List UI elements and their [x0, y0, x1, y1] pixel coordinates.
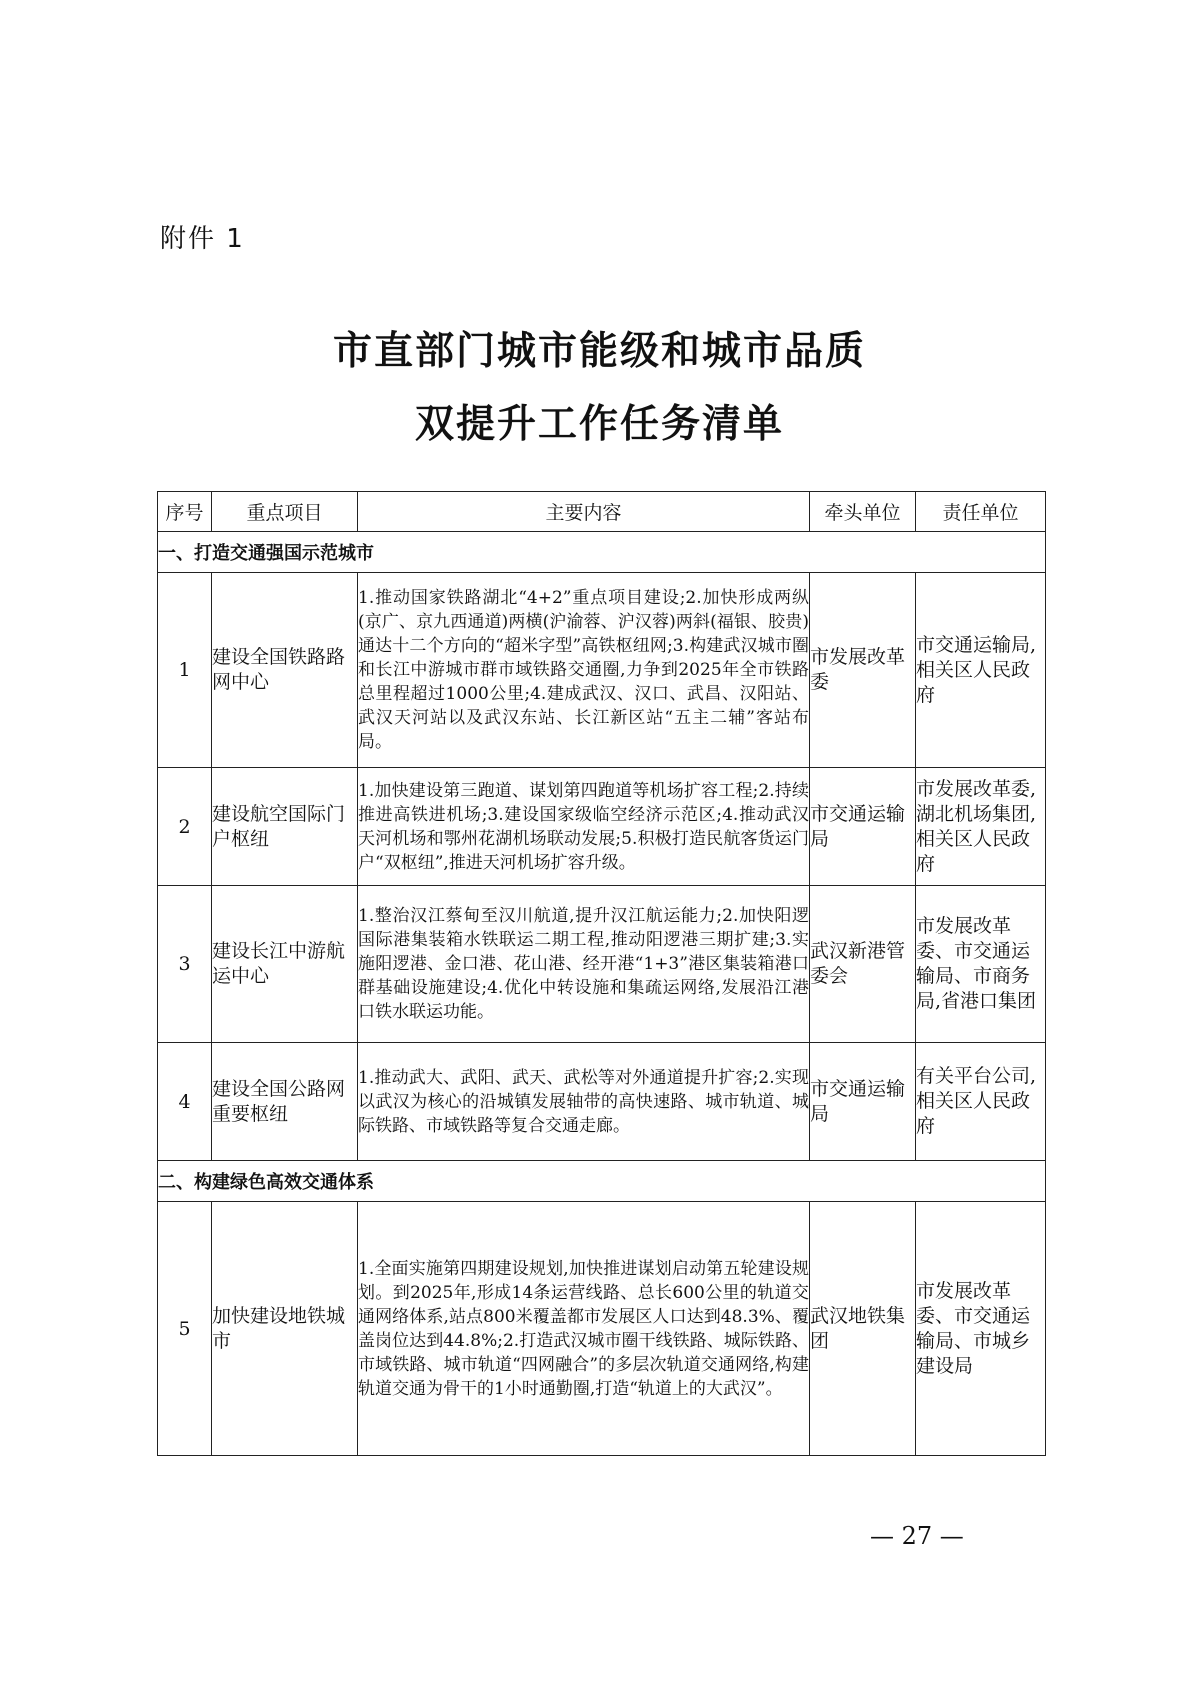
- header-no: 序号: [158, 492, 212, 532]
- table-row: [158, 886, 1046, 1043]
- row-responsible: 市交通运输局,相关区人民政府: [916, 573, 1046, 768]
- row-lead: 市交通运输局: [810, 768, 916, 886]
- section-title: 一、打造交通强国示范城市: [158, 532, 1046, 573]
- row-project: 建设航空国际门户枢纽: [212, 768, 358, 886]
- row-lead: 市发展改革委: [810, 573, 916, 768]
- row-responsible: 市发展改革委,湖北机场集团,相关区人民政府: [916, 768, 1046, 886]
- table-row: [158, 768, 1046, 886]
- row-responsible: 市发展改革委、市交通运输局、市商务局,省港口集团: [916, 886, 1046, 1043]
- row-no: 5: [158, 1202, 212, 1456]
- row-content: 1.推动武大、武阳、武天、武松等对外通道提升扩容;2.实现以武汉为核心的沿城镇发展轴带的高快速路、城市轨道、城际铁路、市域铁路等复合交通走廊。: [358, 1043, 810, 1161]
- table-row: [158, 1043, 1046, 1161]
- header-lead: 牵头单位: [810, 492, 916, 532]
- row-lead: 武汉地铁集团: [810, 1202, 916, 1456]
- row-no: 4: [158, 1043, 212, 1161]
- row-lead: 武汉新港管委会: [810, 886, 916, 1043]
- row-content: 1.推动国家铁路湖北“4+2”重点项目建设;2.加快形成两纵(京广、京九西通道)两横(沪渝蓉、沪汉蓉)两斜(福银、胶贵)通达十二个方向的“超米字型”高铁枢纽网;3.构建武汉城市圈和长江中游城市群市域铁路交通圈,力争到2025年全市铁路总里程超过1000公里;4.建成武汉、汉口、武昌、汉阳站、武汉天河站以及武汉东站、长江新区站“五主二辅”客站布局。: [358, 573, 810, 768]
- row-no: 2: [158, 768, 212, 886]
- row-content: 1.加快建设第三跑道、谋划第四跑道等机场扩容工程;2.持续推进高铁进机场;3.建设国家级临空经济示范区;4.推动武汉天河机场和鄂州花湖机场联动发展;5.积极打造民航客货运门户“双枢纽”,推进天河机场扩容升级。: [358, 768, 810, 886]
- section-row: [158, 532, 1046, 573]
- row-no: 3: [158, 886, 212, 1043]
- document-title-line-2: 双提升工作任务清单: [414, 402, 784, 447]
- page-number: — 27 —: [870, 1522, 964, 1550]
- table-header-row: [158, 492, 1046, 532]
- row-responsible: 有关平台公司,相关区人民政府: [916, 1043, 1046, 1161]
- row-lead: 市交通运输局: [810, 1043, 916, 1161]
- header-project: 重点项目: [212, 492, 358, 532]
- row-content: 1.全面实施第四期建设规划,加快推进谋划启动第五轮建设规划。到2025年,形成14条运营线路、总长600公里的轨道交通网络体系,站点800米覆盖都市发展区人口达到48.3%、覆盖岗位达到44.8%;2.打造武汉城市圈干线铁路、城际铁路、市域铁路、城市轨道“四网融合”的多层次轨道交通网络,构建轨道交通为骨干的1小时通勤圈,打造“轨道上的大武汉”。: [358, 1202, 810, 1456]
- row-project: 建设长江中游航运中心: [212, 886, 358, 1043]
- row-responsible: 市发展改革委、市交通运输局、市城乡建设局: [916, 1202, 1046, 1456]
- row-no: 1: [158, 573, 212, 768]
- section-row: [158, 1161, 1046, 1202]
- document-title-line-1: 市直部门城市能级和城市品质: [332, 329, 866, 374]
- table-row: [158, 1202, 1046, 1456]
- task-list-table: [157, 491, 1046, 1456]
- row-project: 加快建设地铁城市: [212, 1202, 358, 1456]
- header-responsible: 责任单位: [916, 492, 1046, 532]
- attachment-label: 附件 1: [160, 224, 245, 254]
- row-project: 建设全国铁路路网中心: [212, 573, 358, 768]
- table-row: [158, 573, 1046, 768]
- row-project: 建设全国公路网重要枢纽: [212, 1043, 358, 1161]
- row-content: 1.整治汉江蔡甸至汉川航道,提升汉江航运能力;2.加快阳逻国际港集装箱水铁联运二期工程,推动阳逻港三期扩建;3.实施阳逻港、金口港、花山港、经开港“1+3”港区集装箱港口群基础设施建设;4.优化中转设施和集疏运网络,发展沿江港口铁水联运功能。: [358, 886, 810, 1043]
- section-title: 二、构建绿色高效交通体系: [158, 1161, 1046, 1202]
- header-content: 主要内容: [358, 492, 810, 532]
